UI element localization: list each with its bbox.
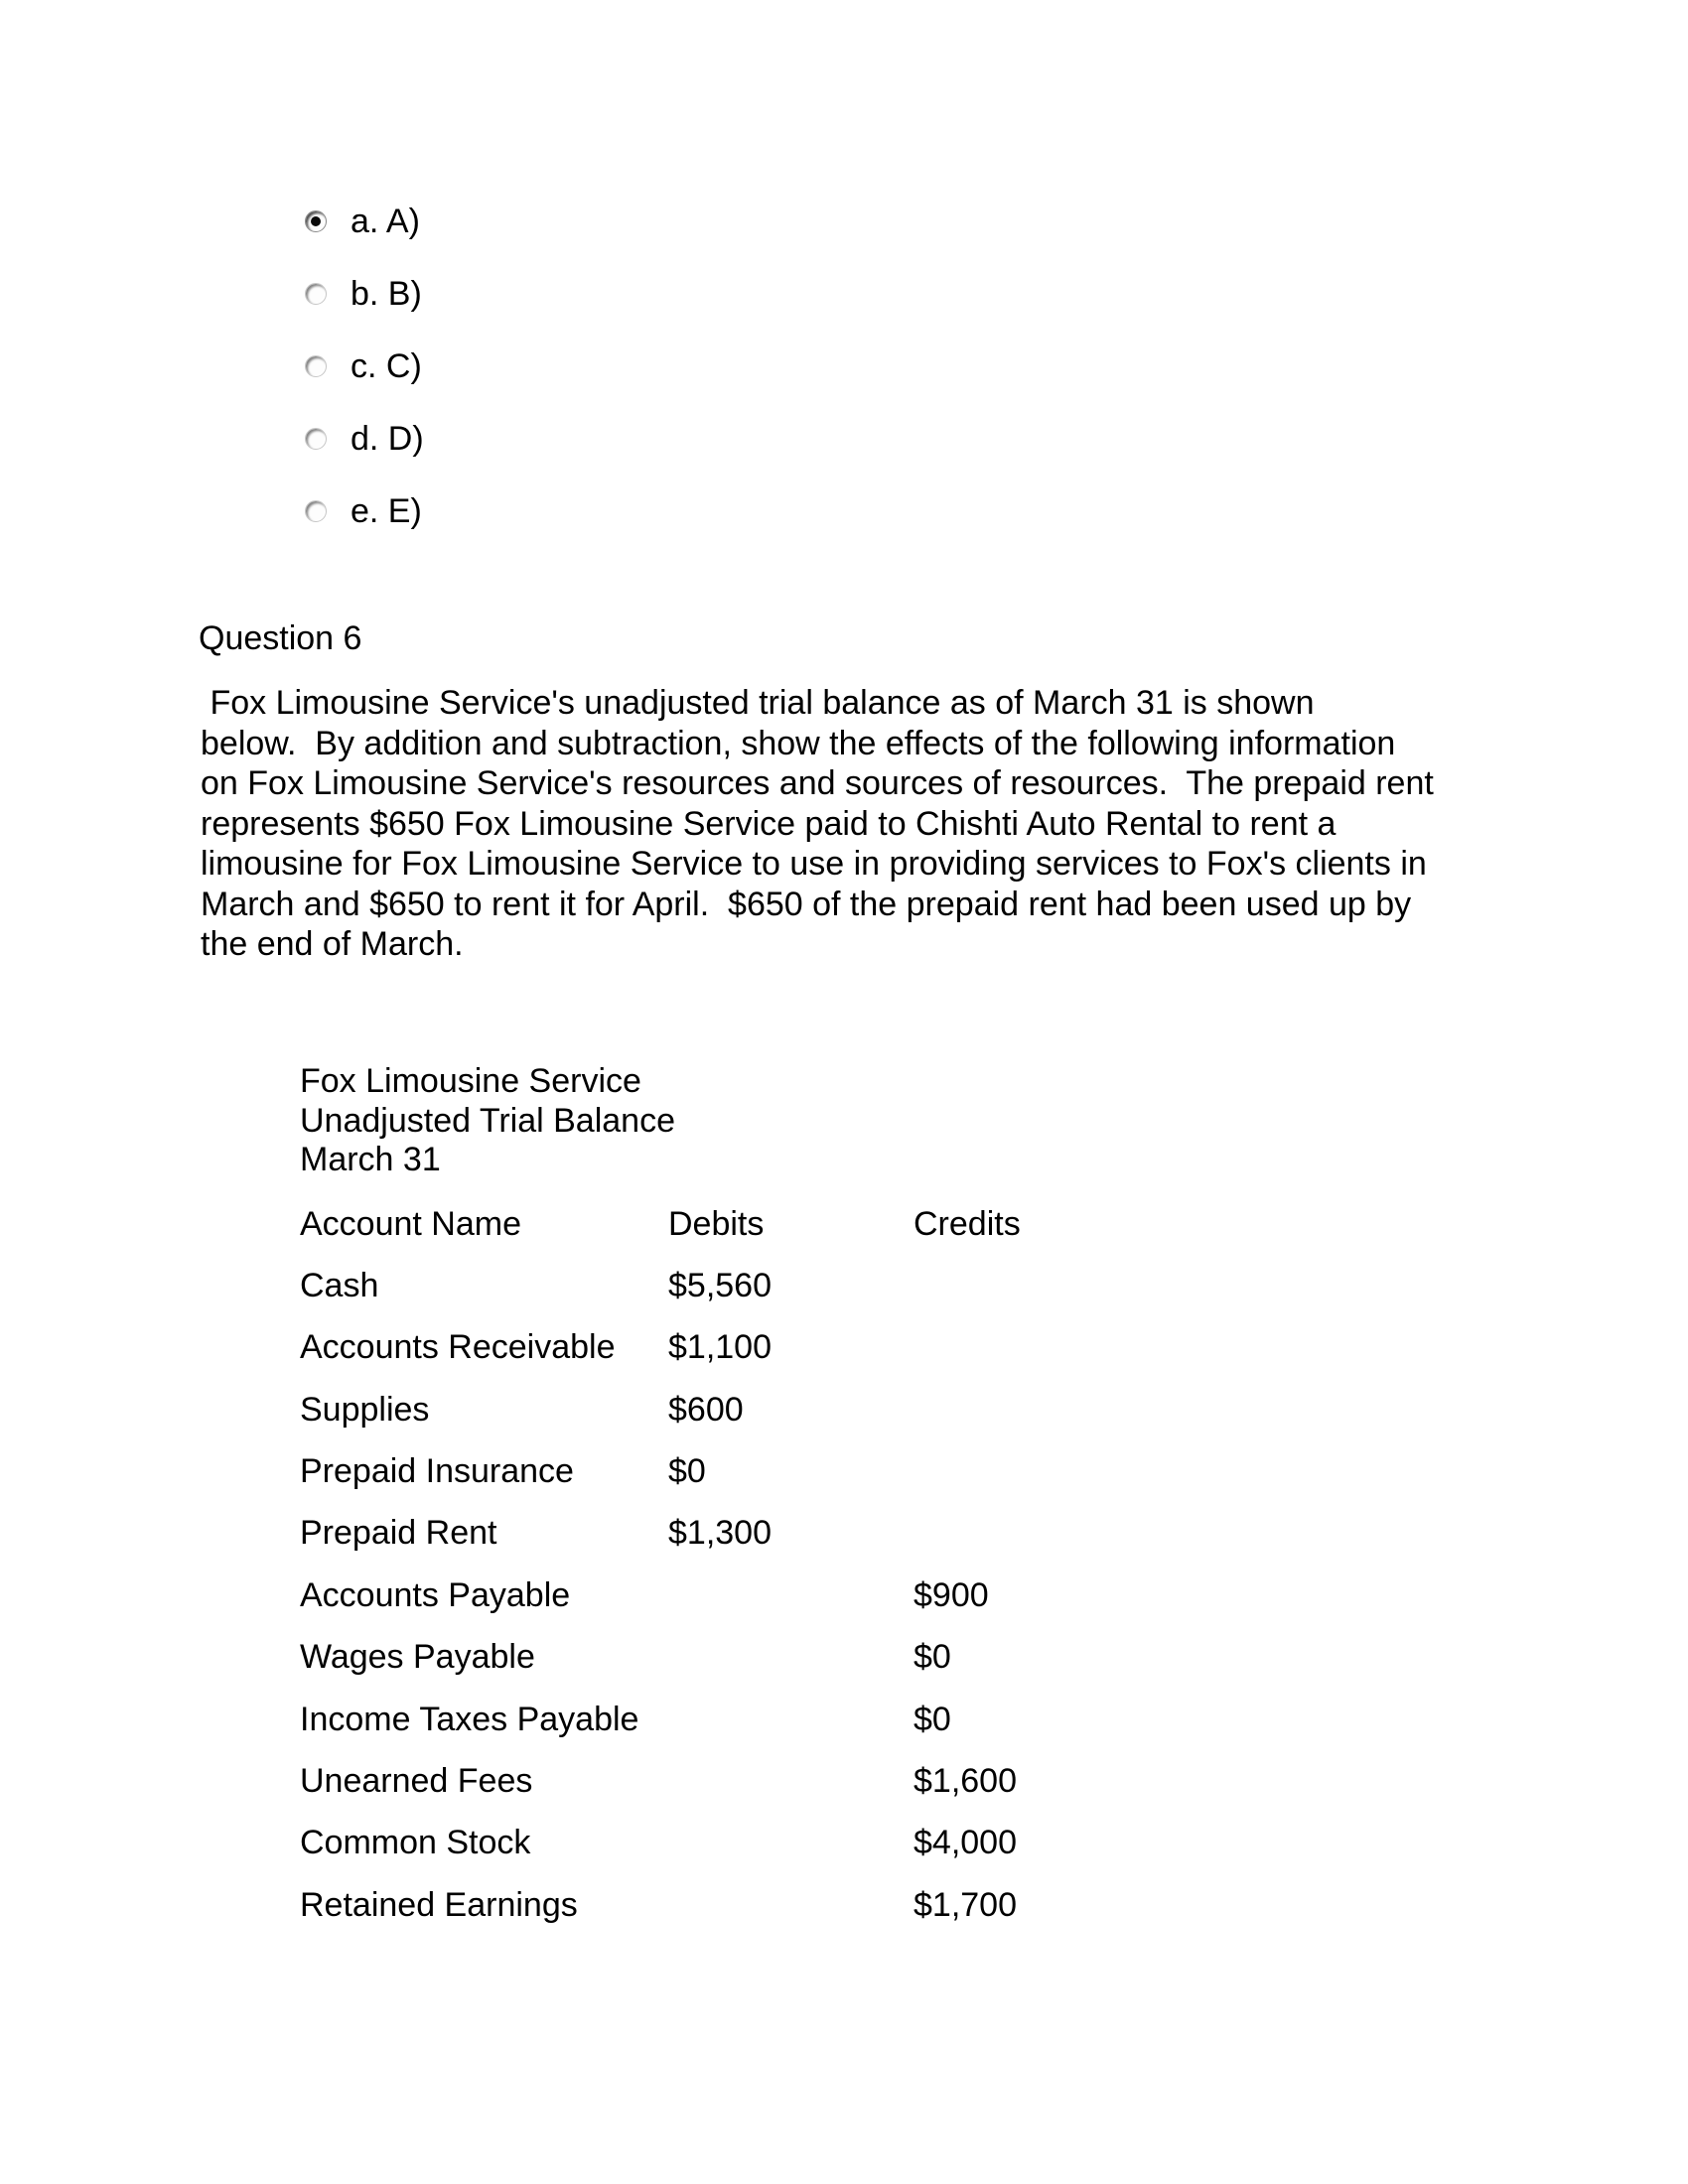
trial-balance-title (300, 1062, 1192, 1180)
column-header-credits: Credits (914, 1204, 1021, 1243)
credit-value: $0 (914, 1638, 951, 1677)
question-body-line: on Fox Limousine Service's resources and sources of resources. The prepaid rent (201, 764, 1434, 802)
option-label-d: d. D) (351, 419, 424, 458)
answer-options-group (305, 185, 424, 547)
option-label-b: b. B) (351, 274, 422, 313)
question-body (201, 683, 1434, 965)
debit-value: $1,300 (668, 1514, 772, 1553)
option-label-a: a. A) (351, 202, 420, 240)
question-body-line: the end of March. (201, 925, 464, 963)
account-name: Income Taxes Payable (300, 1700, 639, 1738)
column-header-debits: Debits (668, 1204, 765, 1243)
radio-button-a[interactable] (305, 210, 327, 232)
debit-value: $1,100 (668, 1328, 772, 1367)
radio-button-c[interactable] (305, 355, 327, 377)
question-heading: Question 6 (199, 619, 362, 657)
question-body-line: below. By addition and subtraction, show the effects of the following information (201, 724, 1396, 762)
trial-balance (300, 1062, 1192, 1945)
account-name: Retained Earnings (300, 1885, 578, 1924)
account-name: Accounts Receivable (300, 1328, 616, 1367)
trial-balance-company: Fox Limousine Service (300, 1062, 641, 1100)
credit-value: $1,600 (914, 1762, 1017, 1801)
credit-value: $1,700 (914, 1885, 1017, 1924)
radio-button-d[interactable] (305, 428, 327, 450)
account-name: Prepaid Rent (300, 1514, 497, 1553)
debit-value: $0 (668, 1452, 706, 1491)
answer-option-d (305, 402, 424, 475)
radio-button-e[interactable] (305, 500, 327, 522)
column-header-account: Account Name (300, 1204, 521, 1243)
option-label-c: c. C) (351, 346, 422, 385)
debit-value: $5,560 (668, 1266, 772, 1304)
trial-balance-statement: Unadjusted Trial Balance (300, 1101, 676, 1140)
radio-button-b[interactable] (305, 283, 327, 305)
answer-option-a (305, 185, 424, 257)
credit-value: $4,000 (914, 1824, 1017, 1862)
account-name: Accounts Payable (300, 1575, 571, 1614)
account-name: Supplies (300, 1390, 430, 1429)
question-body-line: limousine for Fox Limousine Service to use in providing services to Fox's clients in (201, 845, 1427, 883)
account-name: Wages Payable (300, 1638, 535, 1677)
answer-option-b (305, 257, 424, 330)
account-name: Cash (300, 1266, 379, 1304)
question-body-line: Fox Limousine Service's unadjusted trial balance as of March 31 is shown (201, 684, 1315, 722)
trial-balance-date: March 31 (300, 1141, 441, 1178)
option-label-e: e. E) (351, 491, 422, 530)
credit-value: $900 (914, 1575, 989, 1614)
question-body-line: represents $650 Fox Limousine Service paid to Chishti Auto Rental to rent a (201, 804, 1336, 843)
trial-balance-table (300, 1202, 1192, 1946)
debit-value: $600 (668, 1390, 744, 1429)
credit-value: $0 (914, 1700, 951, 1738)
answer-option-c (305, 330, 424, 402)
question-body-line: March and $650 to rent it for April. $650 of the prepaid rent had been used up by (201, 885, 1412, 923)
account-name: Prepaid Insurance (300, 1452, 574, 1491)
answer-option-e (305, 475, 424, 547)
account-name: Unearned Fees (300, 1762, 533, 1801)
account-name: Common Stock (300, 1824, 531, 1862)
